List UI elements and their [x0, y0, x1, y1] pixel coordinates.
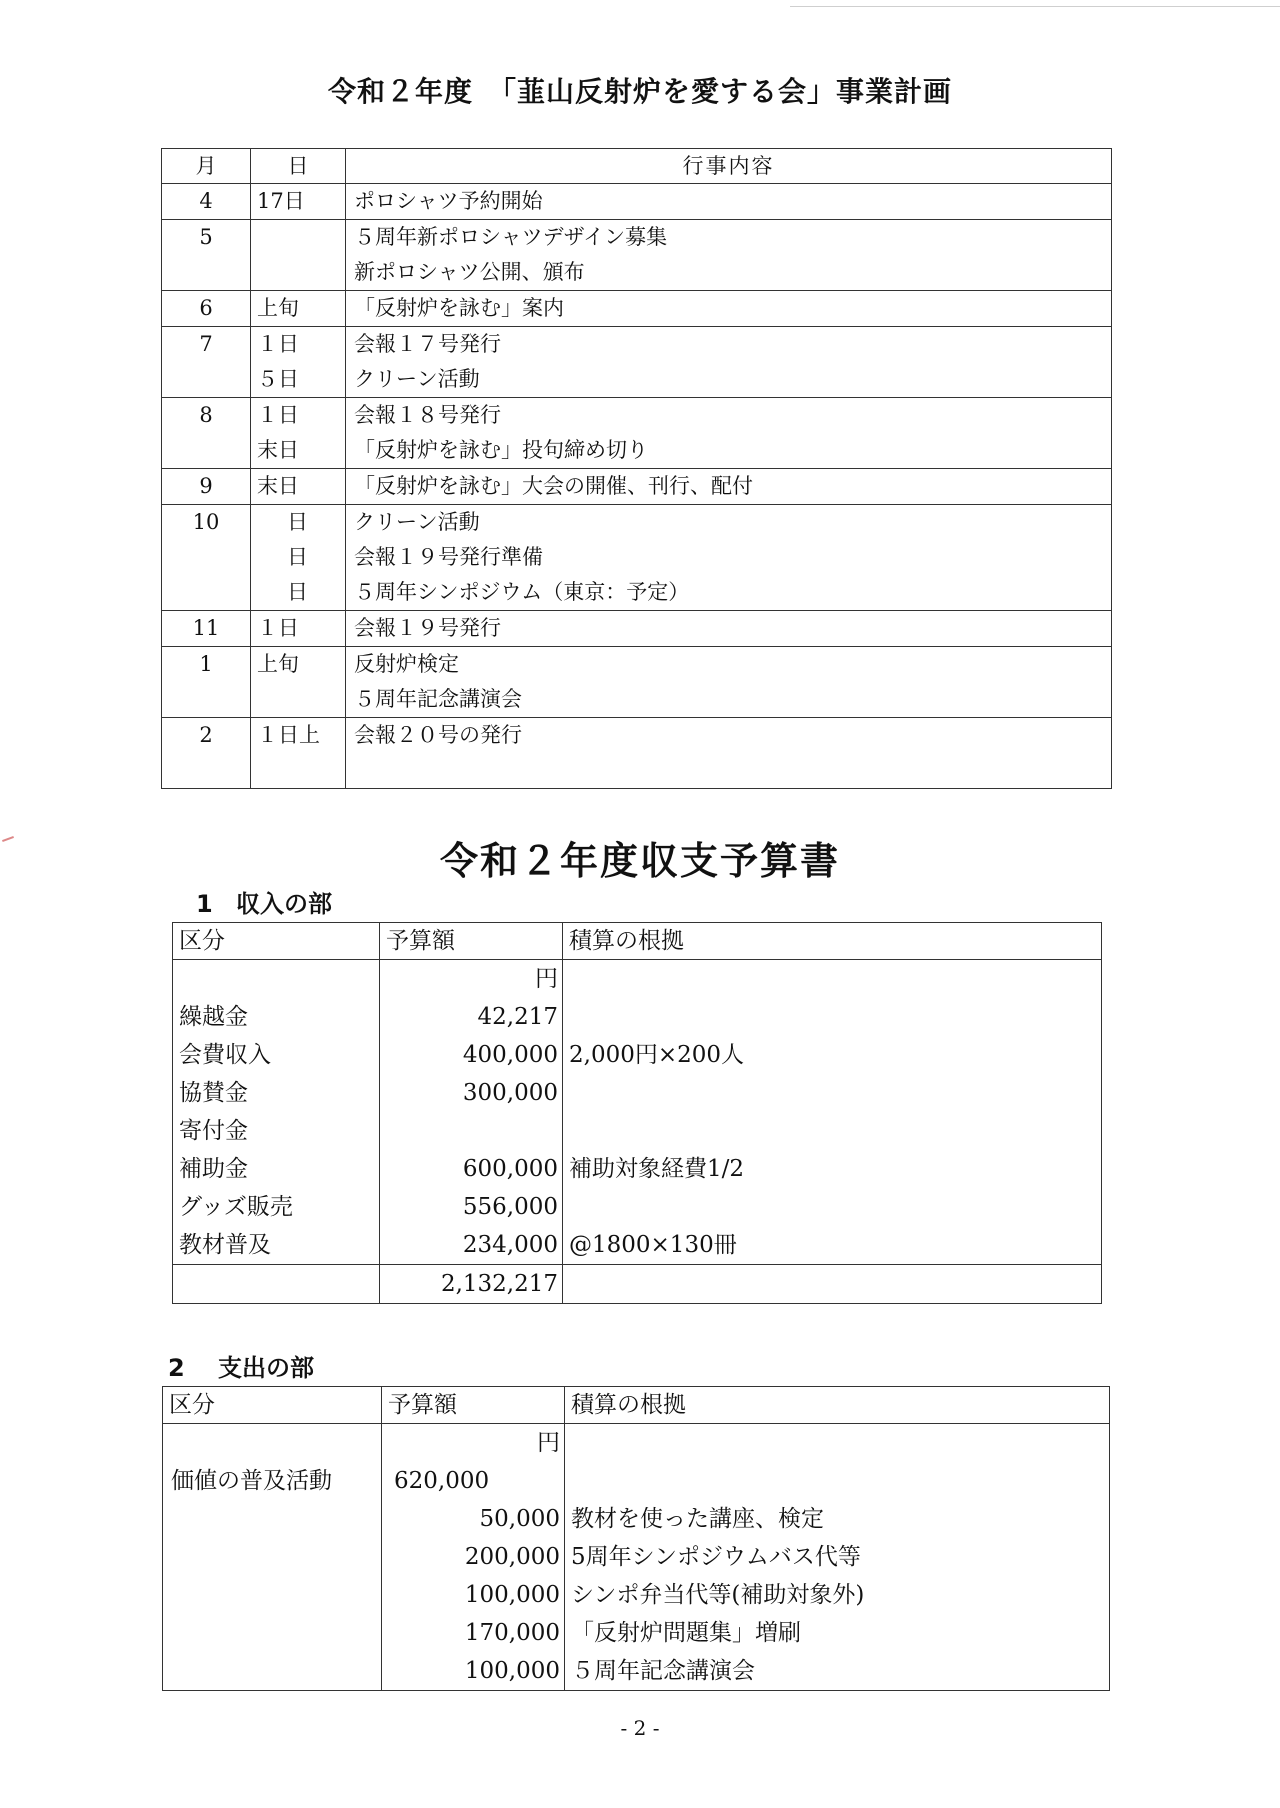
income-category-spacer — [179, 960, 379, 998]
expense-basis-column — [565, 1424, 1110, 1691]
expense-amount: 50,000 — [479, 1506, 560, 1532]
schedule-row — [162, 647, 1112, 718]
expense-basis: 教材を使った講座、検定 — [571, 1506, 824, 1532]
schedule-month-cell — [162, 291, 251, 327]
schedule-month-cell — [162, 220, 251, 291]
schedule-day — [257, 220, 345, 255]
schedule-day-blank — [257, 255, 345, 290]
schedule-day: 上旬 — [257, 652, 299, 676]
income-total-basis-blank — [563, 1265, 1102, 1304]
schedule-row — [162, 327, 1112, 398]
schedule-day: 末日 — [257, 438, 299, 462]
schedule-day: １日 — [257, 616, 299, 640]
schedule-item: 新ポロシャツ公開、頒布 — [354, 260, 585, 284]
schedule-content-cell — [346, 291, 1112, 327]
expense-group-amount: 620,000 — [394, 1468, 490, 1494]
schedule-month-cell — [162, 611, 251, 647]
schedule-month: 4 — [199, 189, 213, 213]
income-header-amount: 予算額 — [380, 923, 563, 960]
schedule-day-cell — [251, 647, 346, 718]
schedule-day-cell — [251, 611, 346, 647]
income-header-row — [173, 923, 1102, 960]
schedule-table — [161, 148, 1112, 789]
schedule-row — [162, 291, 1112, 327]
schedule-item: クリーン活動 — [354, 367, 480, 391]
income-amount: 556,000 — [462, 1194, 558, 1220]
schedule-month: 2 — [199, 723, 213, 747]
income-body-row — [173, 960, 1102, 1265]
schedule-content-cell — [346, 469, 1112, 505]
schedule-day-blank — [257, 682, 345, 717]
schedule-day: 日 — [287, 580, 308, 604]
expense-amount: 200,000 — [464, 1544, 560, 1570]
schedule-header-row — [162, 149, 1112, 184]
schedule-row — [162, 220, 1112, 291]
income-basis — [569, 1188, 1101, 1226]
expense-basis: 「反射炉問題集」増刷 — [571, 1620, 801, 1646]
schedule-content-cell — [346, 611, 1112, 647]
schedule-content-cell — [346, 220, 1112, 291]
schedule-item: 反射炉検定 — [354, 652, 459, 676]
income-category: 教材普及 — [179, 1232, 271, 1258]
income-basis — [569, 1112, 1101, 1150]
schedule-item: 会報１７号発行 — [354, 332, 501, 356]
income-category: 会費収入 — [179, 1042, 271, 1068]
schedule-item-blank — [354, 753, 1111, 788]
income-basis-spacer — [569, 960, 1101, 998]
schedule-month: 1 — [199, 652, 213, 676]
schedule-day: 日 — [287, 510, 308, 534]
schedule-month: 11 — [192, 616, 220, 640]
page-number: - 2 - — [620, 1716, 660, 1740]
scan-edge-line — [790, 6, 1280, 7]
income-section-number: 1 — [196, 890, 213, 918]
expense-basis-spacer — [571, 1424, 1109, 1462]
schedule-month-cell — [162, 647, 251, 718]
expense-basis: ５周年記念講演会 — [571, 1658, 755, 1684]
income-category: 寄付金 — [179, 1118, 248, 1144]
income-header-category: 区分 — [173, 923, 380, 960]
expense-basis: 5周年シンポジウムバス代等 — [571, 1544, 861, 1570]
income-total: 2,132,217 — [440, 1271, 558, 1297]
income-amount — [380, 1112, 558, 1150]
schedule-month: 9 — [199, 474, 213, 498]
schedule-day: 17日 — [257, 189, 305, 213]
schedule-row — [162, 611, 1112, 647]
income-category: 補助金 — [179, 1156, 248, 1182]
income-amount: 234,000 — [462, 1232, 558, 1258]
income-basis: @1800×130冊 — [569, 1232, 737, 1258]
schedule-month-cell — [162, 469, 251, 505]
schedule-item: 会報１９号発行 — [354, 616, 501, 640]
schedule-day: 日 — [287, 545, 308, 569]
schedule-row — [162, 184, 1112, 220]
schedule-content-cell — [346, 398, 1112, 469]
schedule-row — [162, 398, 1112, 469]
header-month: 月 — [162, 149, 251, 184]
schedule-day-cell — [251, 291, 346, 327]
schedule-month: 7 — [199, 332, 213, 356]
schedule-day-cell — [251, 398, 346, 469]
income-basis: 2,000円×200人 — [569, 1042, 745, 1068]
schedule-day-cell — [251, 220, 346, 291]
schedule-item: 「反射炉を詠む」大会の開催、刊行、配付 — [354, 474, 753, 498]
schedule-content-cell — [346, 647, 1112, 718]
schedule-month-cell — [162, 718, 251, 789]
expense-section-number: 2 — [168, 1354, 185, 1382]
income-section-heading — [196, 884, 332, 919]
schedule-item: 「反射炉を詠む」案内 — [354, 296, 564, 320]
income-basis-column — [563, 960, 1102, 1265]
expense-amount: 100,000 — [464, 1582, 560, 1608]
schedule-day: ５日 — [257, 367, 299, 391]
expense-basis: シンポ弁当代等(補助対象外) — [571, 1582, 865, 1608]
expense-header-basis: 積算の根拠 — [565, 1387, 1110, 1424]
schedule-day: １日 — [257, 403, 299, 427]
expense-body-row — [163, 1424, 1110, 1691]
schedule-content-cell — [346, 718, 1112, 789]
schedule-item: ５周年シンポジウム（東京：予定） — [354, 580, 690, 604]
schedule-month: 8 — [199, 403, 213, 427]
income-amount: 300,000 — [462, 1080, 558, 1106]
income-table — [172, 922, 1102, 1304]
income-basis: 補助対象経費1/2 — [569, 1156, 745, 1182]
budget-title: 令和２年度収支予算書 — [439, 839, 840, 883]
income-unit: 円 — [535, 966, 558, 992]
income-amount: 600,000 — [462, 1156, 558, 1182]
expense-category-column — [163, 1424, 382, 1691]
schedule-day: １日 — [257, 332, 299, 356]
schedule-day-blank — [257, 753, 345, 788]
header-content: 行事内容 — [346, 149, 1112, 184]
schedule-day-cell — [251, 718, 346, 789]
schedule-day-cell — [251, 469, 346, 505]
schedule-content-cell — [346, 184, 1112, 220]
schedule-month: 5 — [199, 225, 213, 249]
schedule-item: ５周年新ポロシャツデザイン募集 — [354, 225, 668, 249]
expense-section-label: 支出の部 — [218, 1354, 314, 1382]
schedule-day: 上旬 — [257, 296, 299, 320]
income-amount: 400,000 — [462, 1042, 558, 1068]
income-amount-column — [380, 960, 563, 1265]
income-basis — [569, 1074, 1101, 1112]
schedule-item: 「反射炉を詠む」投句締め切り — [354, 438, 648, 462]
schedule-row — [162, 505, 1112, 611]
schedule-item: 会報２０号の発行 — [354, 723, 522, 747]
schedule-item: 会報１８号発行 — [354, 403, 501, 427]
income-amount: 42,217 — [477, 1004, 558, 1030]
schedule-month-cell — [162, 505, 251, 611]
schedule-month: 10 — [192, 510, 220, 534]
expense-category-spacer — [171, 1424, 381, 1462]
income-section-label: 収入の部 — [236, 890, 332, 918]
income-basis — [569, 998, 1101, 1036]
schedule-day-cell — [251, 505, 346, 611]
schedule-item: ５周年記念講演会 — [354, 687, 522, 711]
expense-group-category: 価値の普及活動 — [171, 1468, 332, 1494]
expense-basis-spacer — [571, 1462, 1109, 1500]
schedule-body — [162, 184, 1112, 789]
schedule-row — [162, 718, 1112, 789]
schedule-item: クリーン活動 — [354, 510, 480, 534]
schedule-item: ポロシャツ予約開始 — [354, 189, 543, 213]
schedule-day-cell — [251, 184, 346, 220]
schedule-month-cell — [162, 327, 251, 398]
schedule-day: １日上 — [257, 723, 320, 747]
income-total-blank — [173, 1265, 380, 1304]
income-category: 協賛金 — [179, 1080, 248, 1106]
expense-amount-column — [382, 1424, 565, 1691]
income-total-cell — [380, 1265, 563, 1304]
expense-header-category: 区分 — [163, 1387, 382, 1424]
expense-amount: 170,000 — [464, 1620, 560, 1646]
expense-header-row — [163, 1387, 1110, 1424]
schedule-item: 会報１９号発行準備 — [354, 545, 543, 569]
expense-section-heading — [168, 1348, 314, 1383]
income-header-basis: 積算の根拠 — [563, 923, 1102, 960]
schedule-content-cell — [346, 505, 1112, 611]
schedule-day-cell — [251, 327, 346, 398]
schedule-day: 末日 — [257, 474, 299, 498]
schedule-month-cell — [162, 184, 251, 220]
schedule-content-cell — [346, 327, 1112, 398]
expense-table — [162, 1386, 1110, 1691]
income-category: 繰越金 — [179, 1004, 248, 1030]
plan-title: 令和２年度 「韮山反射炉を愛する会」事業計画 — [327, 75, 952, 108]
income-total-row — [173, 1265, 1102, 1304]
schedule-month: 6 — [199, 296, 213, 320]
schedule-month-cell — [162, 398, 251, 469]
income-category: グッズ販売 — [179, 1194, 293, 1220]
expense-amount: 100,000 — [464, 1658, 560, 1684]
income-category-column — [173, 960, 380, 1265]
expense-header-amount: 予算額 — [382, 1387, 565, 1424]
schedule-row — [162, 469, 1112, 505]
expense-unit: 円 — [537, 1430, 560, 1456]
header-day: 日 — [251, 149, 346, 184]
